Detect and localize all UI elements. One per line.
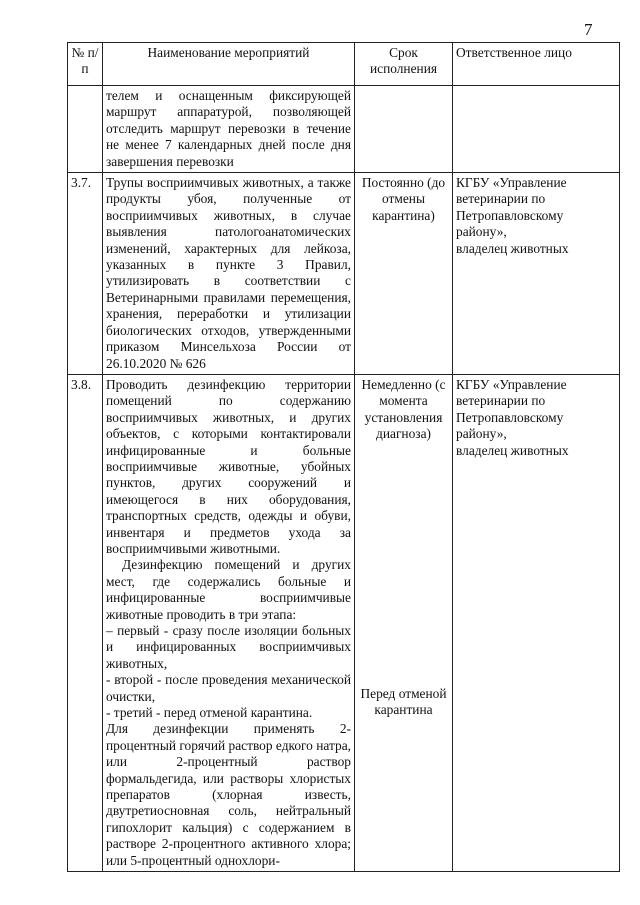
measures-table — [67, 42, 620, 872]
term-immediate: Немедленно (с момента установления диагноза) — [361, 376, 446, 442]
cell-term-3-8 — [355, 374, 453, 871]
cell-name-3-8 — [103, 374, 355, 871]
term-before-end: Перед отменой карантина — [360, 685, 447, 717]
cell-num-3-7: 3.7. — [68, 173, 103, 375]
cell-responsible-3-8 — [453, 374, 620, 871]
responsible-owner-3-8: владелец животных — [456, 442, 569, 458]
stage-first: – первый - сразу после изоляции больных и инфицированных восприимчивых животных, — [106, 623, 351, 671]
stage-second: - второй - после проведения механической очистки, — [106, 672, 351, 704]
responsible-owner-3-7: владелец животных — [456, 240, 569, 256]
paragraph-agents: Для дезинфекции применять 2-процентный горячий раствор едкого натра, или 2-процентный раствор формальдегида, или растворы хлористых препаратов (хлорная известь, двутретиосновная соль, нейтральный гипохлорит кальция) с содержанием в растворе 2-процентного активного хлора; или 5-процентный однохлори- — [106, 721, 351, 868]
responsible-org-3-7: КГБУ «Управление ветеринарии по Петропавловскому району», — [456, 175, 567, 240]
cell-term-empty — [355, 86, 453, 173]
page-number: 7 — [584, 20, 593, 39]
table-row-continuation — [68, 86, 620, 173]
cell-num-3-8: 3.8. — [68, 374, 103, 871]
header-responsible: Ответственное лицо — [453, 43, 620, 86]
header-term: Срок исполнения — [355, 43, 453, 86]
cell-name-continuation: телем и оснащенным фиксирующей маршрут аппаратурой, позволяющей отследить маршрут перевозки в течение не менее 7 календарных дней после дня завершения перевозки — [103, 86, 355, 173]
table-row-3-7 — [68, 173, 620, 375]
cell-term-3-7: Постоянно (до отмены карантина) — [355, 173, 453, 375]
table-row-3-8 — [68, 374, 620, 871]
cell-responsible-3-7 — [453, 173, 620, 375]
paragraph-disinfection: Проводить дезинфекцию территории помещений по содержанию восприимчивых животных, и других объектов, с которыми контактировали инфицированные и больные восприимчивые животные, убойных пунктов, других сооружений и имеющегося в них оборудования, транспортных средств, одежды и обуви, инвентаря и предметов ухода за восприимчивыми животными. — [106, 376, 351, 556]
cell-num-empty — [68, 86, 103, 173]
responsible-org-3-8: КГБУ «Управление ветеринарии по Петропавловскому району», — [456, 376, 567, 442]
cell-name-3-7: Трупы восприимчивых животных, а также продукты убоя, полученные от восприимчивых животных, в случае выявления патологоанатомических изменений, характерных для лейкоза, указанных в пункте 3 Правил, утилизировать в соответствии с Ветеринарными правилами перемещения, хранения, переработки и утилизации биологических отходов, утвержденными приказом Минсельхоза России от 26.10.2020 № 626 — [103, 173, 355, 375]
paragraph-stages: Дезинфекцию помещений и других мест, где содержались больные и инфицированные восприимчивые животные проводить в три этапа: — [106, 557, 351, 622]
header-num: № п/п — [68, 43, 103, 86]
cell-responsible-empty — [453, 86, 620, 173]
stage-third: - третий - перед отменой карантина. — [106, 705, 313, 721]
table-header-row — [68, 43, 620, 86]
header-name: Наименование мероприятий — [103, 43, 355, 86]
